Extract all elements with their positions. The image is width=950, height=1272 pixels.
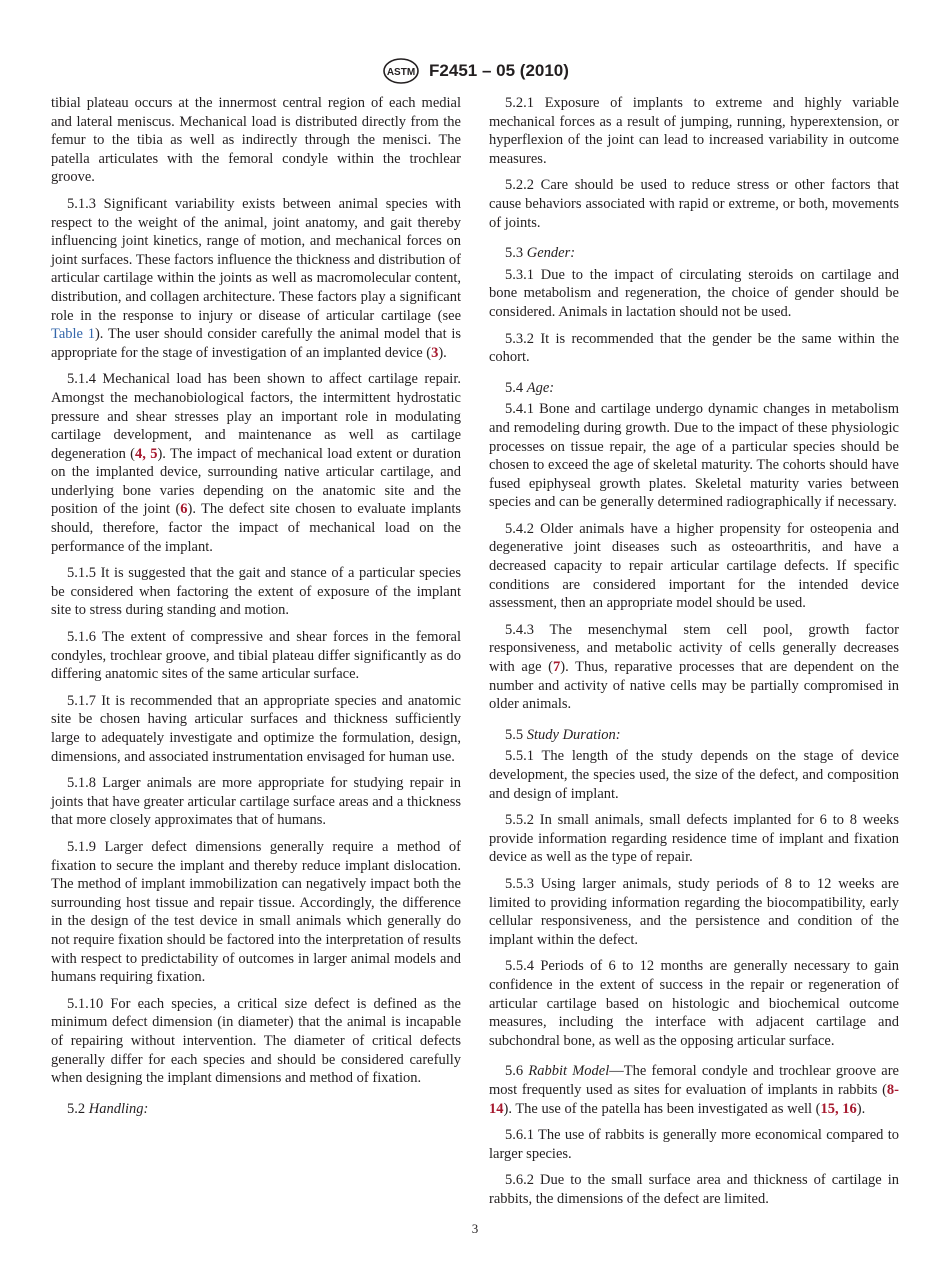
section-5-4-2: 5.4.2 Older animals have a higher propensity for osteopenia and degenerative joint diseases such as osteoarthritis, and have a decreased capacity to repair articular cartilage defects. If specific conditions are considered important for the intended device assessment, then an appropriate model should be used. <box>489 520 899 612</box>
section-5-5-3: 5.5.3 Using larger animals, study periods of 8 to 12 weeks are limited to providing information regarding the biocompatibility, early cellular responsiveness, and the persistence and condition of the implant within the defect. <box>489 875 899 948</box>
astm-logo-text: ASTM <box>386 67 416 78</box>
section-5-1-5: 5.1.5 It is suggested that the gait and stance of a particular species be considered when factoring the extent of exposure of the implant site to stress during standing and motion. <box>51 565 461 619</box>
section-5-4-heading: 5.4 Age: <box>505 379 555 396</box>
right-column <box>489 94 899 1211</box>
section-5-1-4: 5.1.4 Mechanical load has been shown to affect cartilage repair. Amongst the mechanobiological factors, the intermittent hydrostatic pressure and shear stresses play an important role in modulating cartilage development, and maintenance as well as cartilage degeneration (4, 5). The impact of mechanical load extent or duration on the implanted device, surrounding native articular cartilage, and underlying bone varies depending on the anatomic site and the position of the joint (6). The defect site chosen to evaluate implants should, therefore, factor the impact of mechanical load on the performance of the implant. <box>51 371 461 555</box>
reference-link[interactable]: 7 <box>553 659 561 676</box>
reference-link[interactable]: 4, 5 <box>135 445 158 462</box>
reference-link[interactable]: 15, 16 <box>820 1100 857 1117</box>
section-5-3-1: 5.3.1 Due to the impact of circulating steroids on cartilage and bone metabolism and regeneration, the choice of gender should be considered. Animals in lactation should not be used. <box>489 266 899 320</box>
section-5-1-6: 5.1.6 The extent of compressive and shear forces in the femoral condyles, trochlear groove, and tibial plateau differ significantly as do differing anatomic sites of the same articular surface. <box>51 629 461 683</box>
section-5-2-2: 5.2.2 Care should be used to reduce stress or other factors that cause behaviors associated with rapid or extreme, or both, movements of joints. <box>489 177 899 231</box>
page-header <box>0 56 950 86</box>
page-number: 3 <box>471 1221 479 1236</box>
astm-logo-icon <box>381 56 421 86</box>
section-5-4-3: 5.4.3 The mesenchymal stem cell pool, growth factor responsiveness, and metabolic activity of cells generally decreases with age (7). Thus, reparative processes that are dependent on the number and activity of native cells may be partially compromised in older animals. <box>489 621 899 713</box>
section-5-1-3: 5.1.3 Significant variability exists between animal species with respect to the weight of the animal, joint anatomy, and gait thereby influencing joint kinetics, range of motion, and mechanical forces on joint surfaces. These factors influence the thickness and distribution of articular cartilage within the joints as well as macromolecular content, distribution, and collagen architecture. These factors play a significant role in the response to injury or disease of articular cartilage (see Table 1). The user should consider carefully the animal model that is appropriate for the stage of investigation of an implanted device (3). <box>51 195 461 361</box>
section-5-4-1: 5.4.1 Bone and cartilage undergo dynamic changes in metabolism and remodeling during growth. Due to the impact of these physiologic processes on tissue repair, the age of a particular species should be chosen to exceed the age of skeletal maturity. The cohorts should have fused epiphyseal growth plates. Skeletal maturity varies between species and can be generally determined radiographically if necessary. <box>489 401 899 511</box>
reference-link[interactable]: 6 <box>180 501 188 518</box>
section-5-5-4: 5.5.4 Periods of 6 to 12 months are generally necessary to gain confidence in the extent of success in the repair or regeneration of articular cartilage based on histologic and biochemical outcome measures, including the interface with adjacent cartilage and subchondral bone, as well as the opposing articular surface. <box>489 958 899 1049</box>
section-5-1-7: 5.1.7 It is recommended that an appropriate species and anatomic site be chosen having articular surfaces and thickness sufficiently large to adequately investigate and optimize the formulation, design, dimensions, and associated instrumentation envisaged for human use. <box>51 692 461 765</box>
section-5-1-8: 5.1.8 Larger animals are more appropriate for studying repair in joints that have greater articular cartilage surface areas and a thickness that more closely approximates that of humans. <box>51 775 461 829</box>
section-5-3-2: 5.3.2 It is recommended that the gender be the same within the cohort. <box>489 330 899 366</box>
section-5-6-1: 5.6.1 The use of rabbits is generally more economical compared to larger species. <box>489 1127 899 1162</box>
section-5-5-2: 5.5.2 In small animals, small defects implanted for 6 to 8 weeks provide information regarding residence time of implant and fixation device as well as the type of repair. <box>489 812 899 866</box>
section-5-6-2: 5.6.2 Due to the small surface area and thickness of cartilage in rabbits, the dimensions of the defect are limited. <box>489 1172 899 1207</box>
reference-link[interactable]: 3 <box>431 344 439 361</box>
left-column <box>51 94 461 1121</box>
section-5-6: 5.6 Rabbit Model—The femoral condyle and trochlear groove are most frequently used as sites for evaluation of implants in rabbits (8-14). The use of the patella has been investigated as well (15, 16). <box>489 1063 899 1117</box>
paragraph-continuation: tibial plateau occurs at the innermost central region of each medial and lateral meniscus. Mechanical load is distributed directly from the femur to the tibia as well as indirectly through the menisci. The patella articulates with the femoral condyle within the trochlear groove. <box>51 95 461 186</box>
section-5-3-heading: 5.3 Gender: <box>505 245 576 262</box>
reference-link[interactable]: 8-14 <box>489 1081 899 1117</box>
standard-designation: F2451 – 05 (2010) <box>429 61 569 80</box>
section-5-1-10: 5.1.10 For each species, a critical size defect is defined as the minimum defect dimension (in diameter) that the animal is incapable of repairing without intervention. The diameter of critical defects generally differ for each species and should be considered carefully when designing the implant dimensions and method of fixation. <box>51 995 461 1087</box>
section-5-2-heading: 5.2 Handling: <box>67 1100 149 1117</box>
section-5-1-9: 5.1.9 Larger defect dimensions generally require a method of fixation to secure the implant and thereby reduce implant dislocation. The method of implant immobilization can negatively impact both the surrounding host tissue and repair tissue. Accordingly, the difference in the design of the test device in small animals which generally do not require fixation should be factored into the interpretation of results with respect to predictability of outcomes in larger animal models and humans requiring fixation. <box>51 838 461 986</box>
section-5-2-1: 5.2.1 Exposure of implants to extreme and highly variable mechanical forces as a result of jumping, running, hyperextension, or hyperflexion of the joint can lead to increased variability in outcome measures. <box>489 95 899 167</box>
table-1-link[interactable]: Table 1 <box>51 326 95 343</box>
section-5-5-1: 5.5.1 The length of the study depends on the stage of device development, the species used, the size of the defect, and composition and design of implant. <box>489 748 899 802</box>
section-5-5-heading: 5.5 Study Duration: <box>505 726 621 743</box>
